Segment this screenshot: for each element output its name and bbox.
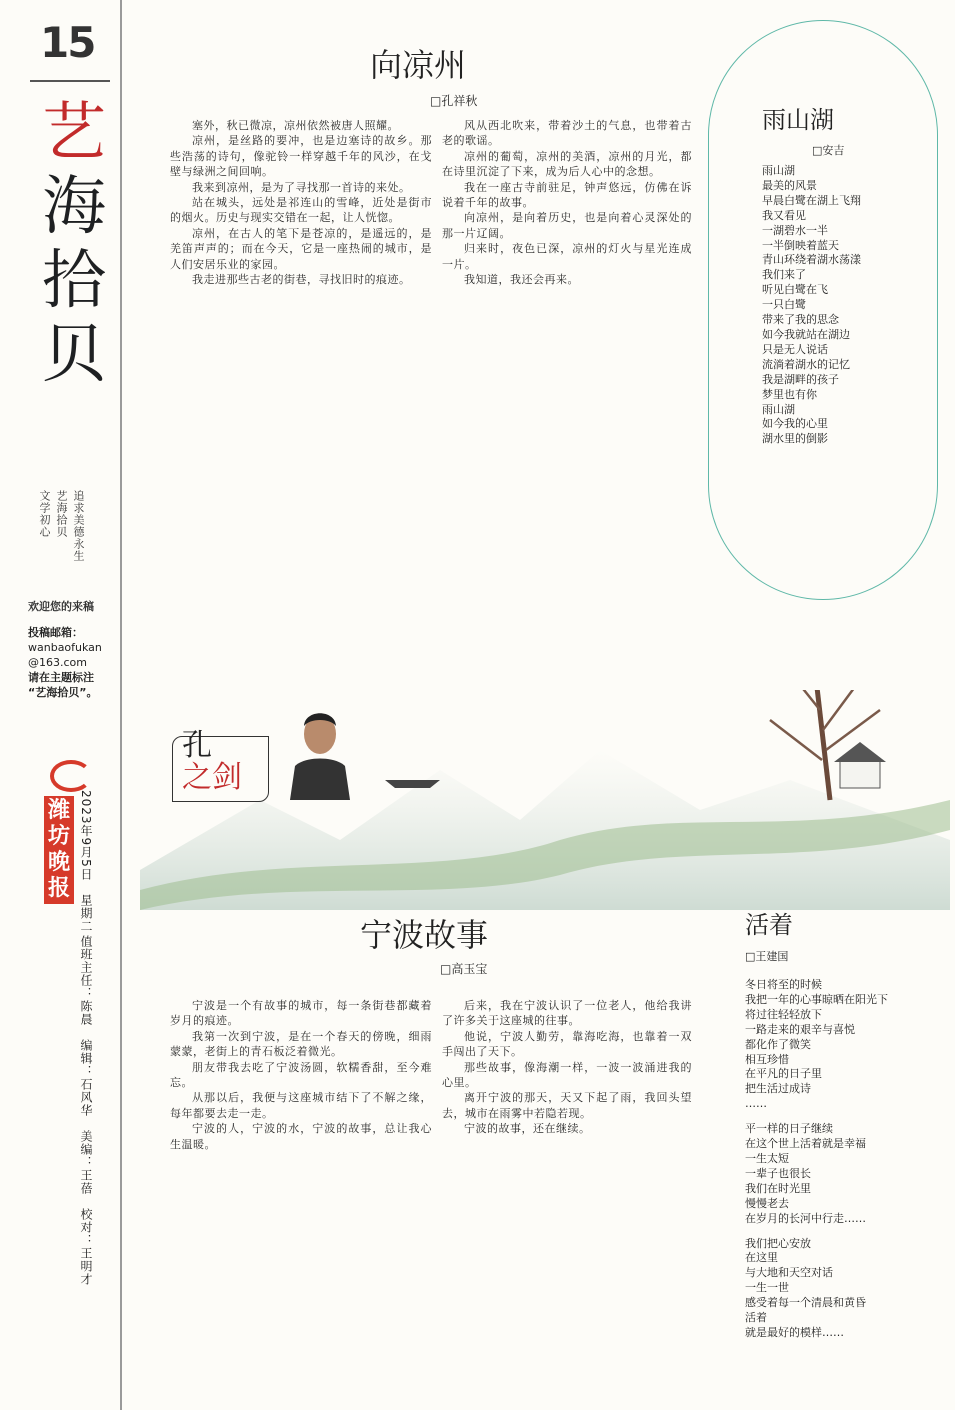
contact-email-line: @163.com: [28, 656, 87, 669]
poem-line: 梦里也有你: [762, 387, 817, 401]
paragraph: 他说，宁波人勤劳，靠海吃海，也靠着一双手闯出了天下。: [442, 1029, 692, 1059]
poem-line: 听见白鹭在飞: [762, 283, 828, 297]
paragraph: 向凉州，是向着历史，也是向着心灵深处的那一片辽阔。: [442, 211, 692, 240]
paragraph: 我知道，我还会再来。: [464, 273, 579, 287]
poem-title: 活着: [745, 911, 793, 939]
poem-line: 我们来了: [762, 268, 806, 282]
article-title: 向凉州: [370, 46, 467, 84]
poem-stanza: [745, 978, 888, 1112]
poem-line: 与大地和天空对话: [745, 1266, 833, 1280]
contact-note: 请在主题标注: [28, 671, 94, 684]
poem-line: 将过往轻轻放下: [745, 1007, 822, 1021]
poem-line: 湖水里的倒影: [762, 432, 828, 446]
paragraph: 我第一次到宁波，是在一个春天的傍晚，细雨蒙蒙，老街上的青石板泛着微光。: [170, 1029, 432, 1059]
poem-line: 如今我就站在湖边: [762, 327, 850, 341]
poem-line: 我们在时光里: [745, 1181, 811, 1195]
paragraph: 宁波的故事，还在继续。: [464, 1122, 591, 1136]
paragraph: 塞外，秋已微凉，凉州依然被唐人照耀。: [192, 119, 399, 132]
paragraph: 我在一座古寺前驻足，钟声悠远，仿佛在诉说着千年的故事。: [442, 180, 692, 210]
poem-stanza: [745, 1122, 888, 1226]
date: 2023年9月5日: [79, 790, 93, 881]
poem-line: 流淌着湖水的记忆: [762, 357, 850, 371]
paragraph: 朋友带我去吃了宁波汤圆，软糯香甜，至今难忘。: [170, 1060, 432, 1090]
poem-line: 带来了我的思念: [762, 313, 839, 327]
paragraph: 我走进那些古老的街巷，寻找旧时的痕迹。: [192, 273, 411, 287]
paragraph: 站在城头，远处是祁连山的雪峰，近处是街市的烟火。历史与现实交错在一起，让人恍惚。: [170, 196, 432, 225]
poem-line: 冬日将至的时候: [745, 978, 822, 991]
poem-title: 雨山湖: [762, 106, 834, 134]
poem-line: 一辈子也很长: [745, 1166, 811, 1180]
poem-stanza: [745, 1237, 888, 1341]
section-title-char: 海: [42, 170, 106, 244]
slogan-line: 艺海拾贝: [55, 490, 68, 538]
paragraph: 凉州的葡萄，凉州的美酒，凉州的月光，都在诗里沉淀了下来，成为后人心中的念想。: [442, 149, 692, 179]
newspaper-name: 潍坊晚报: [44, 796, 74, 904]
column-logo-line: 之剑: [182, 760, 242, 795]
article-column: [170, 118, 432, 698]
paragraph: 宁波的人，宁波的水，宁波的故事，总让我心生温暖。: [170, 1122, 432, 1151]
poem-author: □安吉: [812, 144, 845, 157]
poem-author: □王建国: [745, 950, 789, 963]
poem-line: 一生太短: [745, 1151, 789, 1165]
poem-line: 雨山湖: [762, 402, 795, 416]
poem-line: 把生活过成诗: [745, 1082, 811, 1096]
poem-line: 最美的风景: [762, 178, 817, 192]
poem-line: 就是最好的模样……: [745, 1325, 844, 1339]
article-title: 宁波故事: [360, 916, 489, 954]
article-column: [170, 998, 432, 1390]
poem-line: 在这个世上活着就是幸福: [745, 1137, 866, 1151]
poem-line: 雨山湖: [762, 164, 795, 177]
page-number-rule: [30, 80, 110, 82]
paragraph: 我来到凉州，是为了寻找那一首诗的来处。: [192, 180, 411, 194]
paragraph: 那些故事，像海潮一样，一波一波涌进我的心里。: [442, 1060, 692, 1090]
poem-line: 我把一年的心事晾晒在阳光下: [745, 992, 888, 1006]
contact-info: [28, 625, 123, 700]
poem-line: 一只白鹭: [762, 298, 806, 312]
poem-line: 慢慢老去: [745, 1196, 789, 1210]
contact-note: “艺海拾贝”。: [28, 686, 98, 699]
sidebar-divider: [120, 0, 122, 1410]
poem-line: 一生一世: [745, 1281, 789, 1295]
column-logo-text: [182, 730, 242, 794]
weekday: 星期二: [79, 893, 93, 933]
poem-line: 相互珍惜: [745, 1052, 789, 1066]
poem-line: 我们把心安放: [745, 1236, 811, 1250]
poem-line: 一路走来的艰辛与喜悦: [745, 1022, 855, 1036]
paragraph: 凉州，在古人的笔下是苍凉的，是遥远的，是羌笛声声的；而在今天，它是一座热闹的城市，是人们安居乐业的家园。: [170, 226, 432, 271]
article-column: [442, 118, 692, 698]
page-number: 15: [40, 18, 95, 67]
poem-line: 早晨白鹭在湖上飞翔: [762, 193, 861, 207]
poem-line: 我是湖畔的孩子: [762, 372, 839, 386]
slogan-line: 追求美德永生: [72, 490, 85, 562]
column-logo-line: 孔: [182, 728, 212, 763]
newspaper-logo: [44, 760, 104, 904]
paragraph: 宁波是一个有故事的城市，每一条街巷都藏着岁月的痕迹。: [170, 999, 432, 1028]
contact-label: 投稿邮箱：: [28, 626, 83, 639]
poem-body: [745, 978, 888, 1351]
slogan-line: 文学初心: [38, 490, 51, 538]
poem-line: 如今我的心里: [762, 417, 828, 431]
contact-email-line: wanbaofukan: [28, 641, 102, 654]
poem-line: 我又看见: [762, 208, 806, 222]
article-author: □高玉宝: [440, 962, 488, 976]
editors-credit: 值班主任：陈晨 编辑：石风华 美编：王蓓 校对：王明才: [79, 935, 93, 1286]
poem-line: 一半倒映着蓝天: [762, 238, 839, 252]
section-title: [42, 96, 112, 392]
logo-swirl-icon: [50, 760, 92, 792]
section-title-char: 拾: [42, 244, 106, 318]
paragraph: 离开宁波的那天，天又下起了雨，我回头望去，城市在雨雾中若隐若现。: [442, 1091, 692, 1120]
poem-line: 活着: [745, 1311, 767, 1325]
welcome-text: 欢迎您的来稿: [28, 600, 94, 613]
poem-line: 在平凡的日子里: [745, 1067, 822, 1081]
paragraph: 后来，我在宁波认识了一位老人，他给我讲了许多关于这座城的往事。: [442, 999, 692, 1028]
poem-line: 只是无人说话: [762, 342, 828, 356]
poem-line: 感受着每一个清晨和黄昏: [745, 1296, 866, 1310]
paragraph: 风从西北吹来，带着沙土的气息，也带着古老的歌谣。: [442, 119, 692, 148]
article-column: [442, 998, 692, 1390]
paragraph: 凉州，是丝路的要冲，也是边塞诗的故乡。那些浩荡的诗句，像驼铃一样穿越千年的风沙，在戈壁与绿洲之间回响。: [170, 134, 432, 179]
paragraph: 从那以后，我便与这座城市结下了不解之缘，每年都要去走一走。: [170, 1091, 432, 1120]
section-title-first-char: 艺: [42, 96, 106, 170]
section-slogan: [38, 490, 85, 562]
poem-line: 青山环绕着湖水荡漾: [762, 253, 861, 267]
house-shape: [840, 760, 880, 788]
issue-date: [78, 790, 95, 933]
paragraph: 归来时，夜色已深，凉州的灯火与星光连成一片。: [442, 242, 692, 271]
poem-line: 平一样的日子继续: [745, 1122, 833, 1136]
poem-line: 在这里: [745, 1251, 778, 1265]
poem-line: 都化作了微笑: [745, 1037, 811, 1051]
poem-line: 一湖碧水一半: [762, 223, 828, 237]
poem-line: 在岁月的长河中行走……: [745, 1211, 866, 1225]
section-title-char: 贝: [42, 318, 106, 392]
house-roof: [834, 742, 886, 762]
poem-body: [762, 164, 861, 447]
author-portrait: [285, 704, 355, 800]
poem-line: ……: [745, 1097, 767, 1111]
article-author: □孔祥秋: [430, 94, 478, 108]
